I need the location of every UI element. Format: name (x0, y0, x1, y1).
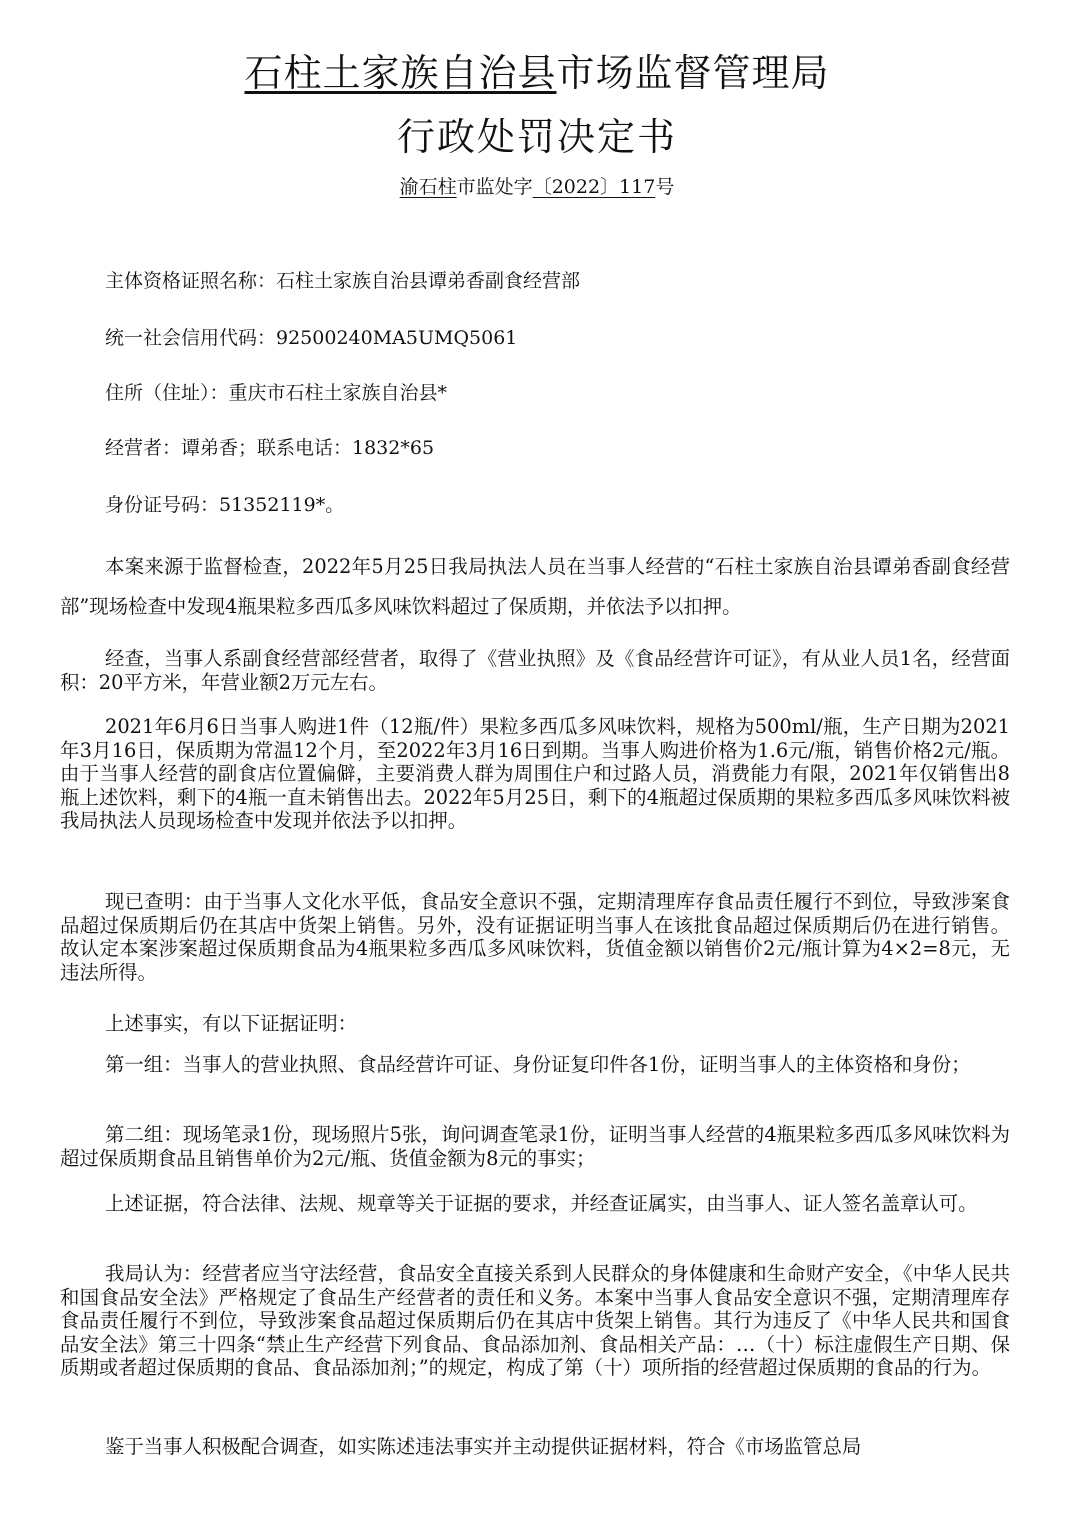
document-title: 行政处罚决定书 (396, 115, 677, 159)
paragraph-findings: 现已查明：由于当事人文化水平低，食品安全意识不强，定期清理库存食品责任履行不到位，导致涉案食品超过保质期后仍在其店中货架上销售。另外，没有证据证明当事人在该批食品超过保质期后仍在进行销售。故认定本案涉案超过保质期食品为4瓶果粒多西瓜多风味饮料，货值金额以销售价2元/瓶计算为4×2=8元，无违法所得。 (60, 890, 1010, 984)
paragraph-bureau-opinion: 我局认为：经营者应当守法经营，食品安全直接关系到人民群众的身体健康和生命财产安全，《中华人民共和国食品安全法》严格规定了食品生产经营者的责任和义务。本案中当事人食品安全意识不强，定期清理库存食品责任履行不到位，导致涉案食品超过保质期后仍在其店中货架上销售。其行为违反了《中华人民共和国食品安全法》第三十四条“禁止生产经营下列食品、食品添加剂、食品相关产品：…（十）标注虚假生产日期、保质期或者超过保质期的食品、食品添加剂；”的规定，构成了第（十）项所指的经营超过保质期的食品的行为。 (60, 1262, 1010, 1379)
docno-prefix: 渝石柱 (399, 176, 457, 198)
credit-code-line: 统一社会信用代码：92500240MA5UMQ5061 (105, 327, 518, 349)
docno-year-number: 〔2022〕117 (532, 176, 656, 198)
agency-title (0, 48, 1074, 98)
agency-title-bureau: 市场监督管理局 (556, 51, 830, 95)
paragraph-case-source: 本案来源于监督检查，2022年5月25日我局执法人员在当事人经营的“石柱土家族自治县谭弟香副食经营部”现场检查中发现4瓶果粒多西瓜多风味饮料超过了保质期，并依法予以扣押。 (60, 555, 1010, 618)
paragraph-mitigation: 鉴于当事人积极配合调查，如实陈述违法事实并主动提供证据材料，符合《市场监管总局 (105, 1435, 862, 1458)
docno-suffix: 号 (655, 176, 675, 198)
docno-type: 市监处字 (456, 176, 533, 198)
document-number (0, 172, 1074, 202)
operator-line: 经营者：谭弟香；联系电话：1832*65 (105, 437, 435, 459)
paragraph-investigation: 经查，当事人系副食经营部经营者，取得了《营业执照》及《食品经营许可证》，有从业人员1名，经营面积：20平方米，年营业额2万元左右。 (60, 647, 1010, 694)
id-number-line: 身份证号码：51352119*。 (105, 494, 345, 516)
address-line: 住所（住址）：重庆市石柱土家族自治县* (105, 382, 448, 404)
agency-title-county: 石柱土家族自治县 (244, 51, 557, 95)
party-name-line: 主体资格证照名称：石柱土家族自治县谭弟香副食经营部 (105, 270, 581, 292)
paragraph-evidence-group-1: 第一组：当事人的营业执照、食品经营许可证、身份证复印件各1份，证明当事人的主体资格和身份； (105, 1053, 971, 1076)
paragraph-evidence-group-2: 第二组：现场笔录1份，现场照片5张，询问调查笔录1份，证明当事人经营的4瓶果粒多西瓜多风味饮料为超过保质期食品且销售单价为2元/瓶、货值金额为8元的事实； (60, 1123, 1010, 1170)
paragraph-purchase-details: 2021年6月6日当事人购进1件（12瓶/件）果粒多西瓜多风味饮料，规格为500ml/瓶，生产日期为2021年3月16日，保质期为常温12个月，至2022年3月16日到期。当事人购进价格为1.6元/瓶，销售价格2元/瓶。由于当事人经营的副食店位置偏僻，主要消费人群为周围住户和过路人员，消费能力有限，2021年仅销售出8瓶上述饮料，剩下的4瓶一直未销售出去。2022年5月25日，剩下的4瓶超过保质期的果粒多西瓜多风味饮料被我局执法人员现场检查中发现并依法予以扣押。 (60, 715, 1010, 832)
paragraph-evidence-intro: 上述事实，有以下证据证明： (105, 1012, 358, 1035)
paragraph-evidence-validity: 上述证据，符合法律、法规、规章等关于证据的要求，并经查证属实，由当事人、证人签名盖章认可。 (105, 1192, 978, 1215)
